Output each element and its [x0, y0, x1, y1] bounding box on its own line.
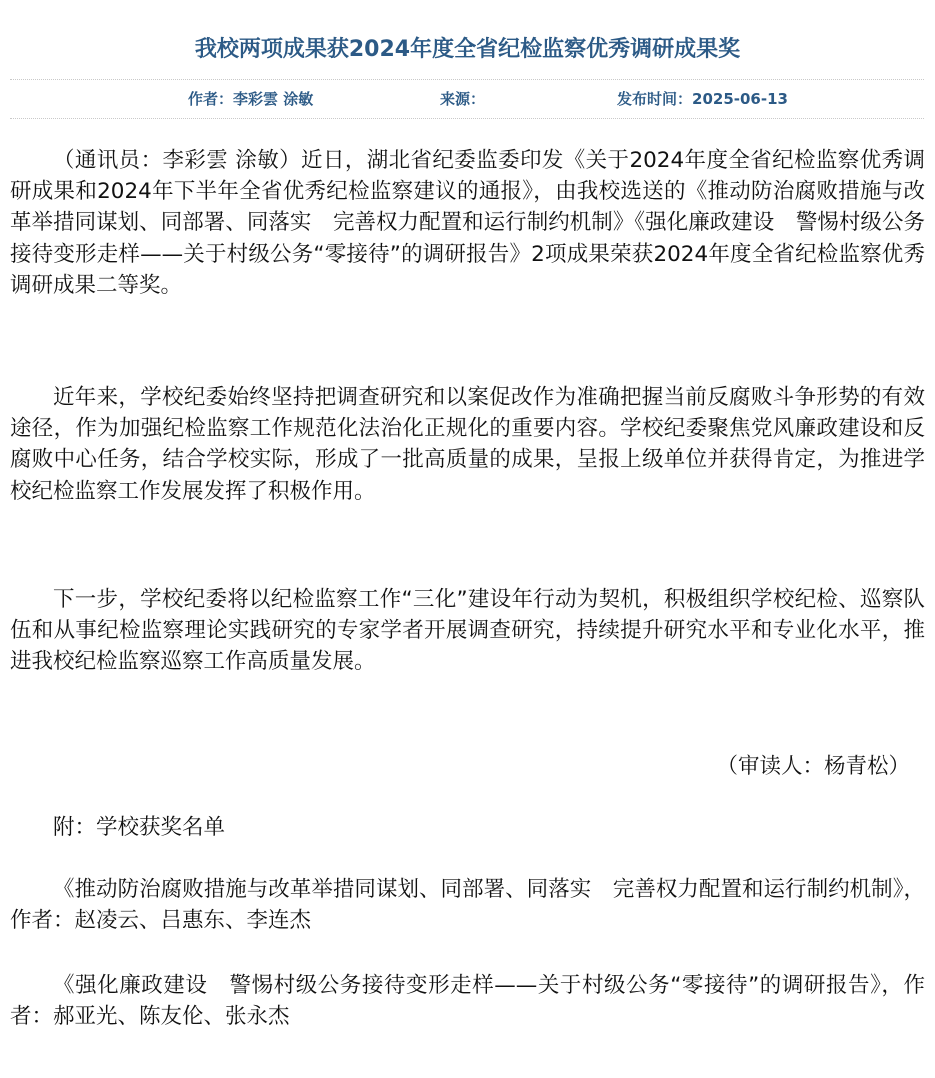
meta-date: [617, 88, 788, 110]
meta-author: [188, 88, 313, 110]
title-divider: [10, 79, 924, 80]
meta-source: [440, 88, 485, 110]
attachment-title: 附：学校获奖名单: [53, 815, 226, 840]
article-paragraph: （通讯员：李彩雲 涂敏）近日，湖北省纪委监委印发《关于2024年度全省纪检监察优秀调研成果和2024年下半年全省优秀纪检监察建议的通报》，由我校选送的《推动防治腐败措施与改革举措同谋划、同部署、同落实 完善权力配置和运行制约机制》《强化廉政建设 警惕村级公务接待变形走样——关于村级公务“零接待”的调研报告》2项成果荣获2024年度全省纪检监察优秀调研成果二等奖。: [10, 148, 925, 298]
date-value: 2025-06-13: [692, 90, 788, 108]
source-label: 来源：: [440, 90, 486, 108]
article-paragraph: 近年来，学校纪委始终坚持把调查研究和以案促改作为准确把握当前反腐败斗争形势的有效途径，作为加强纪检监察工作规范化法治化正规化的重要内容。学校纪委聚焦党风廉政建设和反腐败中心任务，结合学校实际，形成了一批高质量的成果，呈报上级单位并获得肯定，为推进学校纪检监察工作发展发挥了积极作用。: [10, 385, 925, 504]
article-paragraph: 下一步，学校纪委将以纪检监察工作“三化”建设年行动为契机，积极组织学校纪检、巡察队伍和从事纪检监察理论实践研究的专家学者开展调查研究，持续提升研究水平和专业化水平，推进我校纪检监察巡察工作高质量发展。: [10, 587, 925, 675]
reviewer-note: （审读人：杨青松）: [716, 754, 910, 779]
author-value: 李彩雲 涂敏: [233, 90, 314, 108]
date-label: 发布时间：: [617, 90, 693, 108]
award-item: 《推动防治腐败措施与改革举措同谋划、同部署、同落实 完善权力配置和运行制约机制》，作者：赵凌云、吕惠东、李连杰: [10, 877, 925, 934]
meta-divider: [10, 118, 924, 119]
article-title: 我校两项成果获2024年度全省纪检监察优秀调研成果奖: [194, 36, 741, 62]
award-item: 《强化廉政建设 警惕村级公务接待变形走样——关于村级公务“零接待”的调研报告》，作者：郝亚光、陈友伦、张永杰: [10, 973, 925, 1030]
author-label: 作者：: [188, 90, 234, 108]
